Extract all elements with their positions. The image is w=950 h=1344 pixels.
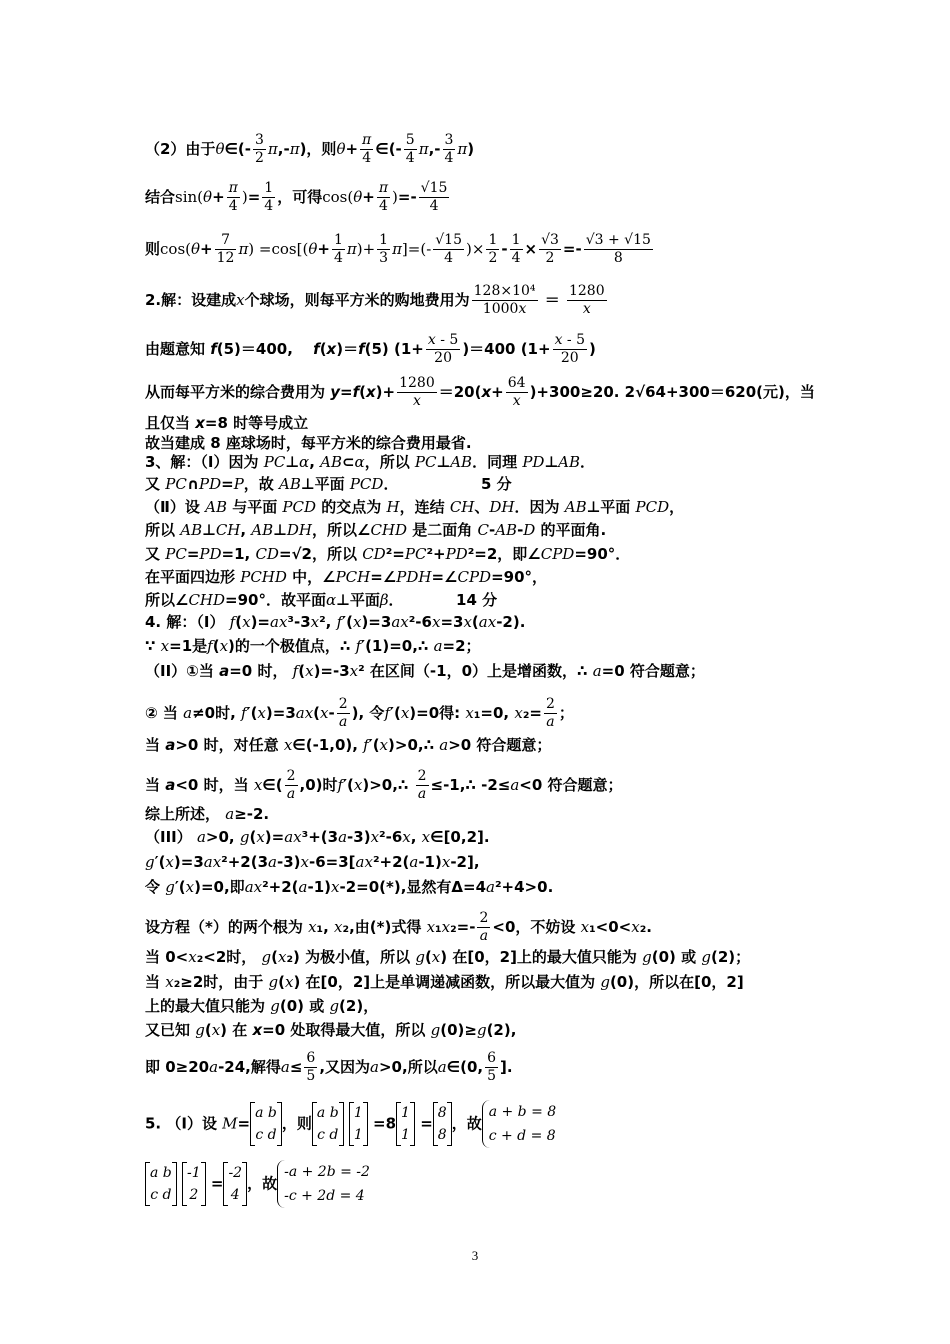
line-10: 又 PC∩PD=P，故 AB⊥平面 PCD． 5 分 bbox=[145, 475, 512, 493]
line-15: 所以∠CHD=90°．故平面α⊥平面β． 14 分 bbox=[145, 591, 498, 609]
line-6: 从而每平方米的综合费用为 y=f(x)+ $\frac{1280}{x}$ ＝20(x+ $\frac{64}{x}$ )+300≥20. 2√64+300＝620(元)，当 bbox=[145, 375, 815, 409]
line-11: （Ⅱ）设 AB 与平面 PCD 的交点为 H，连结 CH、DH．因为 AB⊥平面 PCD， bbox=[145, 498, 685, 516]
page-number: 3 bbox=[471, 1248, 479, 1263]
line-20: 当 a>0 时，对任意 x∈(-1,0), f′(x)>0,∴ a>0 符合题意； bbox=[145, 736, 552, 754]
line-8: 故当建成 8 座球场时，每平方米的综合费用最省. bbox=[145, 434, 472, 452]
line-7: 且仅当 x=8 时等号成立 bbox=[145, 414, 309, 432]
line-32: 5. （Ⅰ）设 M= a b c d ，则 a b c d 1 1 =8 1 1 = 8 8 ，故 a + b = 8 c + d = 8 bbox=[145, 1100, 830, 1148]
line-24: g′(x)=3ax²+2(3a-3)x-6=3[ax²+2(a-1)x-2], bbox=[145, 853, 480, 871]
line-14: 在平面四边形 PCHD 中，∠PCH=∠PDH=∠CPD=90°， bbox=[145, 568, 548, 586]
line-12: 所以 AB⊥CH, AB⊥DH，所以∠CHD 是二面角 C-AB-D 的平面角. bbox=[145, 521, 607, 539]
line-28: 当 x₂≥2时，由于 g(x) 在[0，2]上是单调递减函数，所以最大值为 g(0)，所以在[0，2] bbox=[145, 973, 744, 991]
line-26: 设方程（*）的两个根为 x₁, x₂,由(*)式得 x₁x₂=- $\frac{2}{a}$ <0，不妨设 x₁<0<x₂. bbox=[145, 910, 652, 944]
line-9: 3、解：（Ⅰ）因为 PC⊥α, AB⊂α，所以 PC⊥AB．同理 PD⊥AB． bbox=[145, 453, 596, 471]
line-3: 则cos(θ+ $\frac{7}{12}$ π) =cos[(θ+ $\frac{1}{4}$ π)+ $\frac{1}{3}$ π]=(- $\frac{√15}{4}$ )× $\frac{1}{2}$ - $\frac{1}{4}$ × $\frac{√3}{2}$ =- $\frac{√3 + √15}{8}$ bbox=[145, 232, 651, 266]
line-25: 令 g′(x)=0,即ax²+2(a-1)x-2=0(*),显然有Δ=4a²+4>0. bbox=[145, 878, 554, 896]
line-16: 4. 解：（I） f(x)=ax³-3x², f′(x)=3ax²-6x=3x(ax-2). bbox=[145, 613, 526, 631]
line-27: 当 0<x₂<2时， g(x₂) 为极小值，所以 g(x) 在[0，2]上的最大值只能为 g(0) 或 g(2)； bbox=[145, 948, 751, 966]
line-18: （II）①当 a=0 时， f(x)=-3x² 在区间（-1，0）上是增函数，∴ a=0 符合题意； bbox=[145, 662, 705, 680]
line-33: a b c d -1 2 = -2 4 ，故 -a + 2b = -2 -c + 2d = 4 bbox=[145, 1160, 830, 1208]
line-30: 又已知 g(x) 在 x=0 处取得最大值，所以 g(0)≥g(2), bbox=[145, 1021, 517, 1039]
line-1: （2）由于θ∈(- $\frac{3}{2}$ π,-π)，则θ+ $\frac{\pi}{4}$ ∈(- $\frac{5}{4}$ π,- $\frac{3}{4}$ π) bbox=[145, 132, 475, 166]
line-29: 上的最大值只能为 g(0) 或 g(2)， bbox=[145, 997, 379, 1015]
line-22: 综上所述， a≥-2. bbox=[145, 805, 270, 823]
line-4: 2.解：设建成x个球场，则每平方米的购地费用为 $\frac{\text{128×10⁴}}{1000x}$ ＝ $\frac{1280}{x}$ bbox=[145, 283, 605, 317]
line-23: （III） a>0, g(x)=ax³+(3a-3)x²-6x, x∈[0,2]. bbox=[145, 828, 490, 846]
line-31: 即 0≥20a-24,解得a≤ $\frac{6}{5}$ ,又因为a>0,所以a∈(0, $\frac{6}{5}$ ]. bbox=[145, 1050, 513, 1084]
line-5: 由题意知 f(5)＝400, f(x)＝f(5) (1+ $\frac{x - 5}{20}$ )＝400 (1+ $\frac{x - 5}{20}$ ) bbox=[145, 332, 596, 366]
line-19: ② 当 a≠0时, f′(x)=3ax(x- $\frac{2}{a}$ ), 令f′(x)=0得: x₁=0, x₂= $\frac{2}{a}$ ； bbox=[145, 696, 574, 730]
line-2: 结合sin(θ+ $\frac{\pi}{4}$ )= $\frac{1}{4}$ ，可得cos(θ+ $\frac{\pi}{4}$ )=- $\frac{√15}{4}$ bbox=[145, 180, 448, 214]
line-13: 又 PC=PD=1, CD=√2，所以 CD²=PC²+PD²=2，即∠CPD=90°． bbox=[145, 545, 631, 563]
line-21: 当 a<0 时，当 x∈( $\frac{2}{a}$ ,0)时f′(x)>0,∴ $\frac{2}{a}$ ≤-1,∴ -2≤a<0 符合题意； bbox=[145, 768, 623, 802]
line-17: ∵ x=1是f(x)的一个极值点，∴ f′(1)=0,∴ a=2； bbox=[145, 637, 481, 655]
